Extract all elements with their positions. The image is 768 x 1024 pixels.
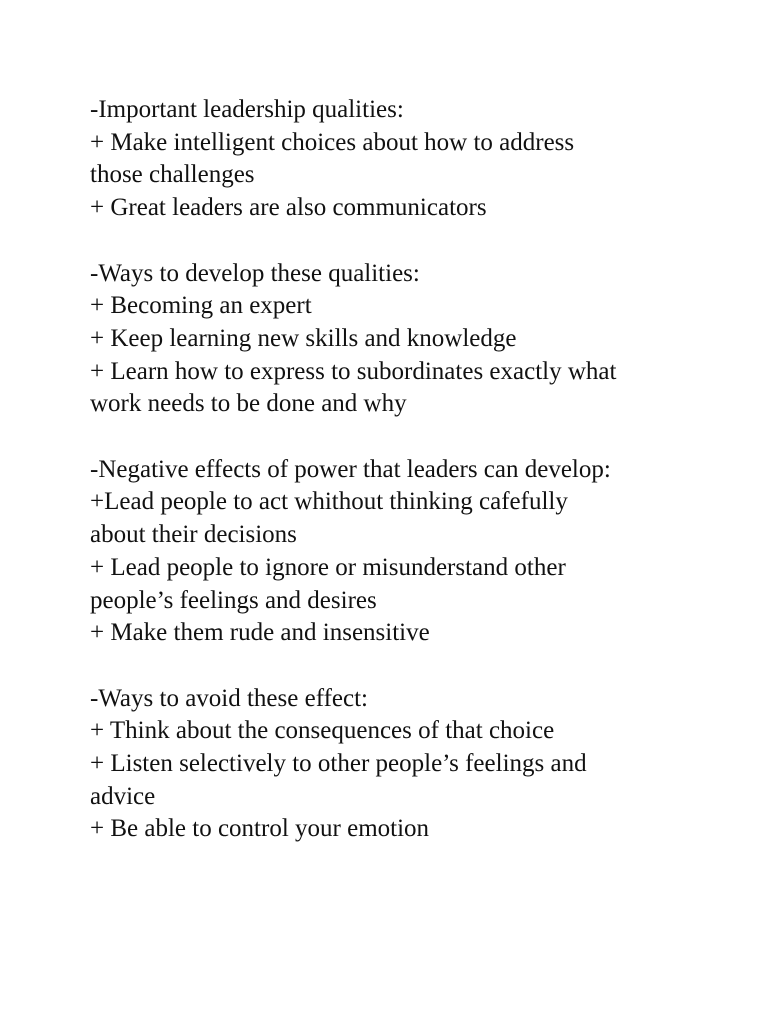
section-heading: -Negative effects of power that leaders can develop: bbox=[90, 455, 611, 483]
section-heading: -Ways to develop these qualities: bbox=[90, 259, 420, 287]
bullet-line: + Make them rude and insensitive bbox=[90, 619, 430, 647]
bullet-line: + Keep learning new skills and knowledge bbox=[90, 324, 517, 352]
section-avoid-effects bbox=[90, 683, 690, 847]
section-develop-qualities bbox=[90, 258, 690, 422]
bullet-line: + Think about the consequences of that choice bbox=[90, 717, 555, 745]
section-negative-effects bbox=[90, 454, 690, 650]
bullet-line: + Be able to control your emotion bbox=[90, 815, 430, 843]
bullet-line: work needs to be done and why bbox=[90, 390, 407, 418]
bullet-line: about their decisions bbox=[90, 521, 297, 549]
bullet-line: + Listen selectively to other people’s feelings and bbox=[90, 750, 587, 778]
document-page bbox=[90, 94, 690, 879]
bullet-line: people’s feelings and desires bbox=[90, 586, 377, 614]
section-heading: -Ways to avoid these effect: bbox=[90, 684, 368, 712]
bullet-line: advice bbox=[90, 782, 156, 810]
bullet-line: +Lead people to act whithout thinking cafefully bbox=[90, 488, 568, 516]
section-leadership-qualities bbox=[90, 94, 690, 225]
bullet-line: + Learn how to express to subordinates exactly what bbox=[90, 357, 617, 385]
bullet-line: those challenges bbox=[90, 161, 255, 189]
bullet-line: + Make intelligent choices about how to address bbox=[90, 128, 575, 156]
bullet-line: + Lead people to ignore or misunderstand other bbox=[90, 553, 566, 581]
bullet-line: + Becoming an expert bbox=[90, 292, 312, 320]
section-heading: -Important leadership qualities: bbox=[90, 96, 404, 123]
bullet-line: + Great leaders are also communicators bbox=[90, 194, 487, 222]
